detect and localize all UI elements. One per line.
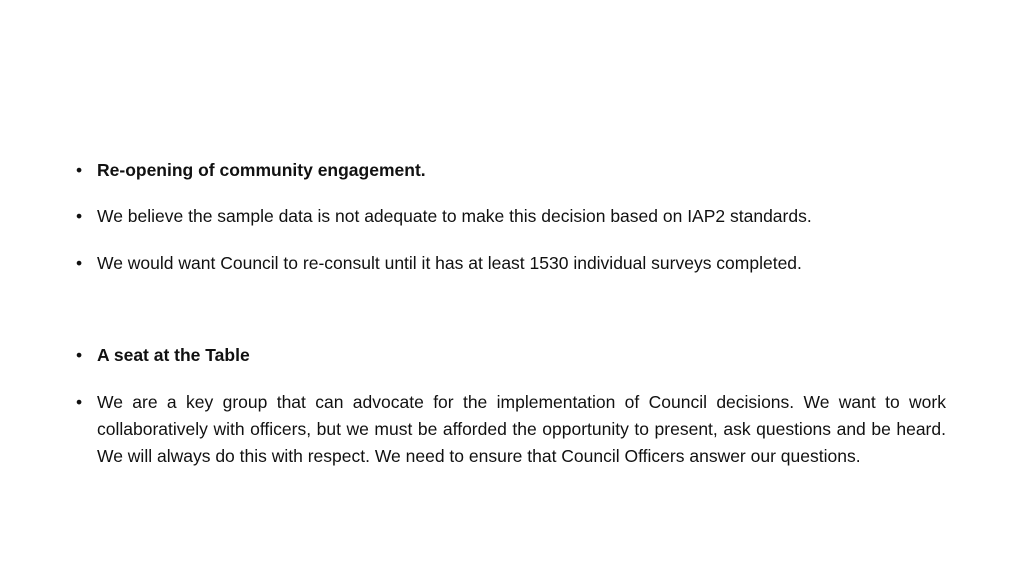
bullet-item-re-consult: [76, 250, 802, 277]
bullet-icon: •: [76, 392, 83, 412]
bullet-icon: •: [76, 206, 83, 226]
bullet-item-seat-at-table-heading: [76, 342, 250, 369]
bullet-icon: •: [76, 160, 83, 180]
bullet-item-community-engagement-heading: [76, 157, 426, 184]
bullet-icon: •: [76, 345, 83, 365]
bullet-text: We believe the sample data is not adequate to make this decision based on IAP2 standards.: [97, 206, 812, 226]
bullet-text: Re-opening of community engagement.: [97, 160, 426, 180]
bullet-text: A seat at the Table: [97, 345, 250, 365]
bullet-item-sample-data: [76, 203, 812, 230]
bullet-icon: •: [76, 253, 83, 273]
bullet-item-advocate-paragraph: [76, 389, 946, 470]
bullet-text: We would want Council to re-consult until it has at least 1530 individual surveys completed.: [97, 253, 802, 273]
bullet-text: We are a key group that can advocate for the implementation of Council decisions. We want to work collaboratively with officers, but we must be afforded the opportunity to present, ask questions and be heard. We will always do this with respect. We need to ensure that Council Officers answer our questions.: [97, 392, 946, 466]
